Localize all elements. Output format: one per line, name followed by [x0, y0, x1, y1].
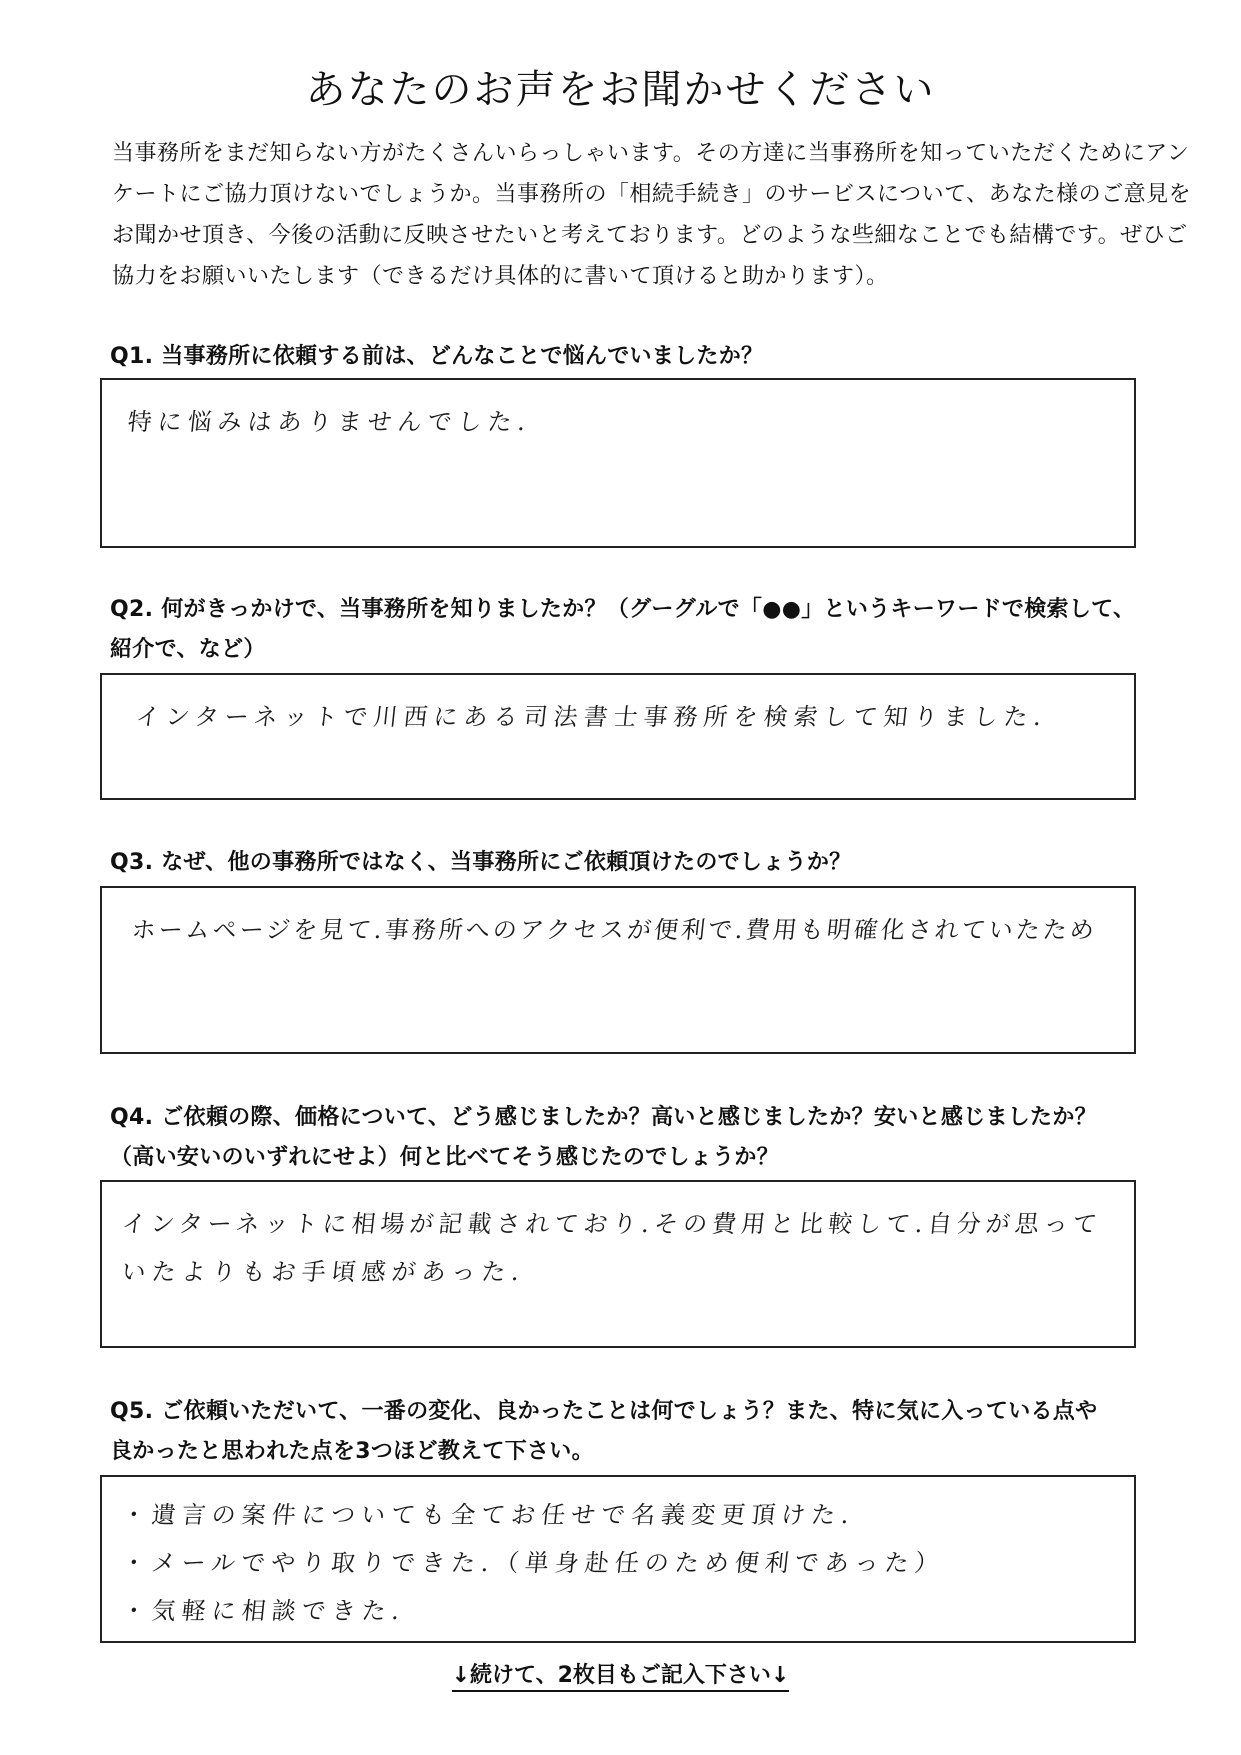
question-2: [110, 590, 1135, 670]
answer-5-line-2: ・メールでやり取りできた.（単身赴任のため便利であった）: [120, 1549, 947, 1577]
page-title: あなたのお声をお聞かせください: [305, 67, 936, 113]
question-4-line-1: Q4. ご依頼の際、価格について、どう感じましたか？高いと感じましたか？安いと感じましたか？: [110, 1105, 1097, 1130]
intro-line: 協力をお願いいたします（できるだけ具体的に書いて頂けると助かります）。: [112, 264, 889, 289]
answer-box-4: [100, 1180, 1136, 1348]
question-1: [110, 337, 763, 377]
intro-paragraph: [112, 133, 1192, 297]
continue-notice-text: ↓続けて、2枚目もご記入下さい↓: [452, 1663, 790, 1692]
intro-line: ケートにご協力頂けないでしょうか。当事務所の「相続手続き」のサービスについて、あなた様のご意見を: [112, 182, 1192, 207]
answer-box-5: [100, 1475, 1136, 1643]
question-4-line-2: （高い安いのいずれにせよ）何と比べてそう感じたのでしょうか？: [110, 1145, 780, 1170]
intro-line: 当事務所をまだ知らない方がたくさんいらっしゃいます。その方達に当事務所を知っていただくためにアン: [112, 141, 1190, 166]
question-5-line-2: 良かったと思われた点を3つほど教えて下さい。: [110, 1439, 594, 1464]
answer-box-2: [100, 673, 1136, 800]
question-2-line-1: Q2. 何がきっかけで、当事務所を知りましたか？（グーグルで「●●」というキーワードで検索して、: [110, 597, 1136, 622]
question-1-text: Q1. 当事務所に依頼する前は、どんなことで悩んでいましたか？: [110, 344, 764, 369]
intro-line: お聞かせ頂き、今後の活動に反映させたいと考えております。どのような些細なことでも結構です。ぜひご: [112, 223, 1188, 248]
question-2-line-2: 紹介で、など）: [110, 637, 266, 662]
question-5-line-1: Q5. ご依頼いただいて、一番の変化、良かったことは何でしょう？また、特に気に入っている点や: [110, 1399, 1098, 1424]
answer-4-line-1: インターネットに相場が記載されており.その費用と比較して.自分が思って: [120, 1210, 1104, 1238]
continue-notice: [0, 1658, 1241, 1689]
question-3: [110, 843, 851, 883]
question-4: [110, 1098, 1097, 1178]
question-5: [110, 1392, 1097, 1472]
answer-3-text: ホームページを見て.事務所へのアクセスが便利で.費用も明確化されていたため: [130, 916, 1099, 944]
answer-5-line-1: ・遺言の案件についても全てお任せで名義変更頂けた.: [120, 1501, 857, 1529]
answer-2-text: インターネットで川西にある司法書士事務所を検索して知りました.: [134, 703, 1049, 731]
question-3-text: Q3. なぜ、他の事務所ではなく、当事務所にご依頼頂けたのでしょうか？: [110, 850, 852, 875]
answer-4-line-2: いたよりもお手頃感があった.: [120, 1258, 527, 1286]
answer-box-1: [100, 378, 1136, 548]
answer-box-3: [100, 886, 1136, 1054]
answer-5-line-3: ・気軽に相談できた.: [120, 1597, 407, 1625]
answer-1-text: 特に悩みはありませんでした.: [126, 408, 533, 436]
